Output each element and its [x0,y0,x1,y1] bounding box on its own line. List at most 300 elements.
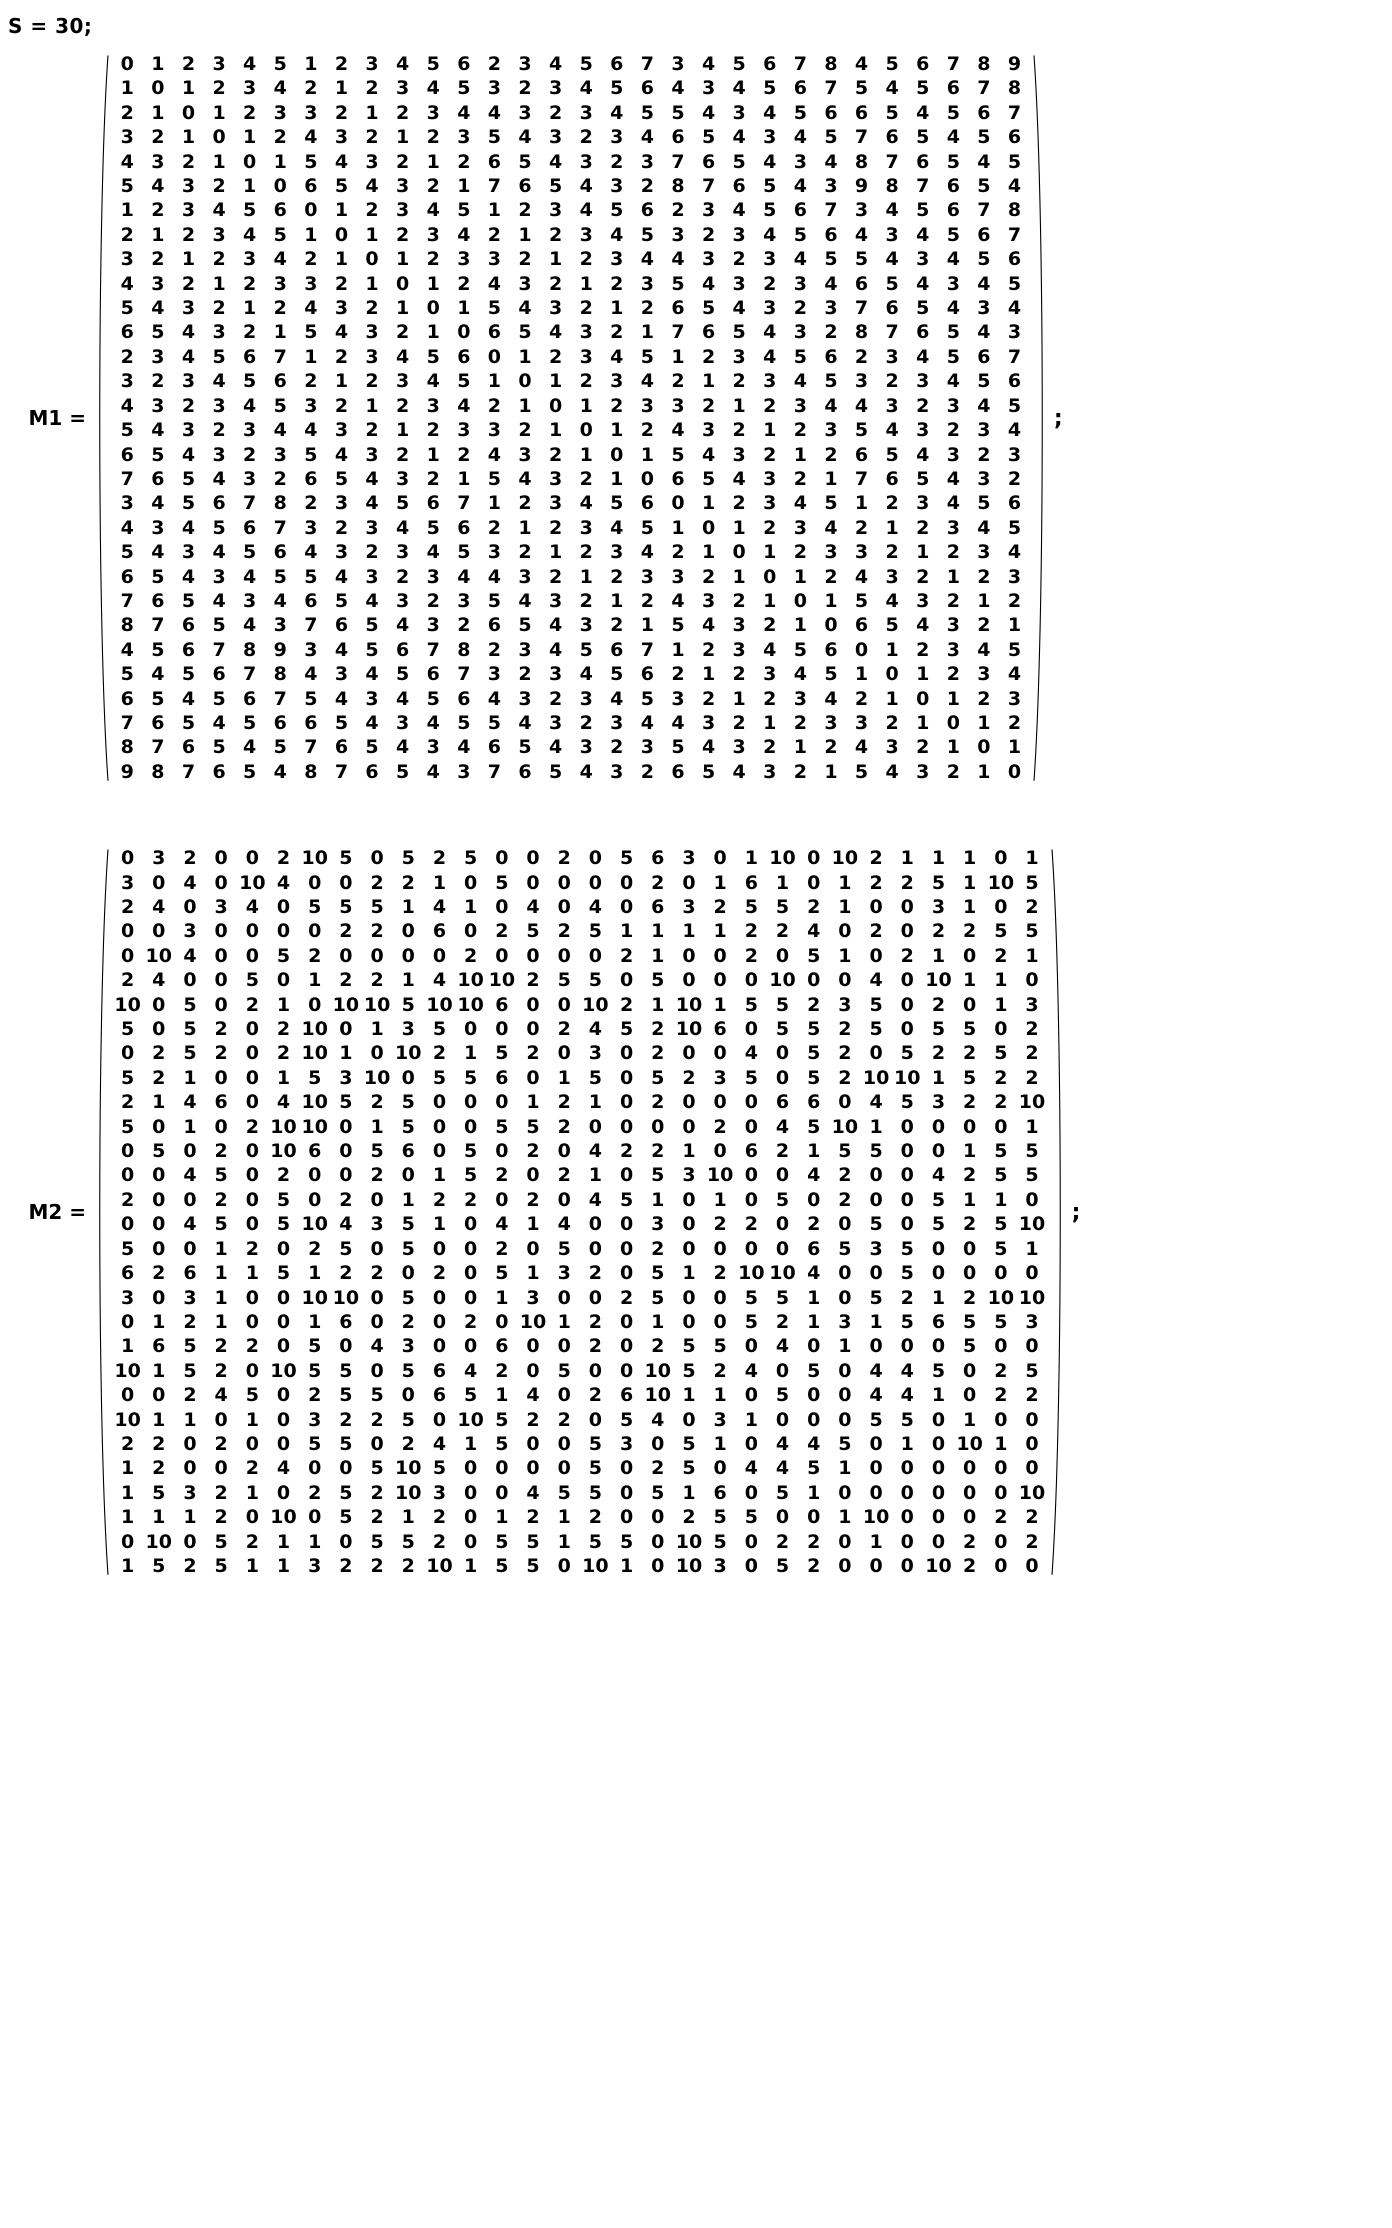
matrix-cell: 3 [610,541,624,564]
matrix-cell: 2 [807,1213,821,1236]
matrix-cell: 2 [824,321,838,344]
matrix-cell: 2 [183,847,197,870]
matrix-cell: 4 [273,760,287,783]
matrix-cell: 4 [151,492,165,515]
matrix-cell: 1 [457,467,471,490]
matrix-cell: 5 [273,394,287,417]
matrix-cell: 7 [120,711,134,734]
matrix-cell: 5 [276,1262,291,1285]
matrix-cell: 3 [243,467,257,490]
matrix-cell: 2 [640,175,654,198]
matrix-cell: 3 [401,1018,415,1041]
matrix-cell: 10 [925,1554,952,1577]
matrix-cell: 4 [339,1213,353,1236]
matrix-cell: 0 [651,1115,665,1138]
matrix-cell: 5 [701,760,716,783]
matrix-cell: 5 [946,150,960,173]
matrix-cell: 4 [946,370,960,393]
matrix-cell: 2 [396,223,410,246]
matrix-cell: 2 [120,1188,135,1211]
matrix-cell: 3 [548,297,563,320]
matrix-cell: 6 [457,516,471,539]
matrix-cell: 10 [363,1066,391,1089]
matrix-cell: 5 [370,1384,384,1407]
matrix-cell: 3 [426,736,440,759]
matrix-cell: 0 [120,1042,135,1065]
matrix-cell: 2 [370,871,384,894]
matrix-cell: 2 [682,1506,696,1529]
matrix-cell: 3 [518,687,532,710]
matrix-cell: 2 [838,1188,852,1211]
matrix-cell: 2 [651,1457,665,1480]
matrix-cell: 3 [579,101,593,124]
matrix-cell: 3 [610,126,624,149]
matrix-cell: 0 [432,944,447,967]
matrix-cell: 2 [518,199,532,222]
matrix-cell: 0 [245,1188,259,1211]
matrix-cell: 2 [339,920,353,943]
matrix-cell: 4 [744,1359,758,1382]
matrix-cell: 0 [744,1237,758,1260]
matrix-cell: 3 [181,297,196,320]
matrix-cell: 2 [807,1554,821,1577]
matrix-cell: 6 [304,711,318,734]
matrix-cell: 1 [304,345,318,368]
matrix-cell: 3 [763,370,777,393]
matrix-cell: 5 [464,847,478,870]
matrix-cell: 0 [946,711,960,734]
matrix-cell: 5 [181,589,196,612]
matrix-cell: 5 [120,175,134,198]
matrix-cell: 0 [744,1335,758,1358]
matrix-cell: 2 [619,1140,634,1163]
matrix-cell: 2 [396,101,410,124]
matrix-cell: 6 [432,1359,447,1382]
matrix-cell: 5 [807,1359,821,1382]
matrix-cell: 1 [619,1554,634,1577]
matrix-cell: 6 [824,223,838,246]
matrix-cell: 7 [671,150,685,173]
matrix-cell: 5 [931,1213,946,1236]
matrix-cell: 2 [963,1286,977,1309]
matrix-cell: 4 [775,1115,790,1138]
matrix-cell: 6 [885,467,899,490]
matrix-cell: 1 [838,1457,852,1480]
matrix-cell: 2 [557,1115,571,1138]
matrix-cell: 1 [963,1140,977,1163]
matrix-cell: 5 [807,1066,821,1089]
matrix-cell: 2 [640,419,654,442]
matrix-cell: 2 [370,1091,384,1114]
matrix-cell: 2 [732,370,746,393]
matrix-cell: 5 [885,272,899,295]
matrix-cell: 2 [824,443,838,466]
matrix-cell: 5 [900,1408,914,1431]
matrix-cell: 0 [931,1457,946,1480]
matrix-cell: 4 [854,223,869,246]
matrix-cell: 0 [900,920,914,943]
matrix-cell: 2 [994,1359,1008,1382]
matrix-cell: 5 [588,1457,603,1480]
matrix-cell: 6 [495,993,509,1016]
matrix-cell: 2 [334,516,349,539]
matrix-cell: 0 [732,541,746,564]
matrix-cell: 4 [946,248,960,271]
matrix-cell: 6 [916,150,930,173]
matrix-cell: 1 [183,1408,197,1431]
matrix-cell: 2 [365,541,379,564]
matrix-cell: 1 [807,1140,821,1163]
matrix-cell: 0 [212,126,226,149]
matrix-cell: 5 [701,297,716,320]
matrix-cell: 5 [304,443,318,466]
matrix-cell: 5 [838,1432,852,1455]
matrix-cell: 1 [120,199,134,222]
matrix-cell: 1 [963,1408,977,1431]
matrix-cell: 3 [426,223,440,246]
matrix-cell: 2 [308,1481,322,1504]
matrix-cell: 0 [807,1188,821,1211]
matrix-cell: 1 [682,920,696,943]
matrix-cell: 2 [977,565,991,588]
matrix-cell: 0 [464,1530,478,1553]
matrix-cell: 3 [977,467,991,490]
matrix-cell: 6 [151,711,165,734]
matrix-cell: 0 [464,1237,478,1260]
matrix-cell: 2 [885,492,899,515]
matrix-cell: 2 [701,345,716,368]
matrix-cell: 4 [151,663,165,686]
matrix-cell: 1 [807,1286,821,1309]
matrix-cell: 5 [432,1018,447,1041]
matrix-cell: 0 [526,847,540,870]
matrix-cell: 0 [396,272,410,295]
matrix-cell: 3 [610,175,624,198]
matrix-cell: 2 [152,1262,166,1285]
matrix-cell: 4 [181,565,196,588]
matrix-cell: 2 [548,516,563,539]
matrix-cell: 2 [120,345,134,368]
matrix-cell: 4 [763,101,777,124]
matrix-cell: 3 [916,589,930,612]
matrix-cell: 5 [885,443,899,466]
matrix-cell: 3 [304,394,318,417]
matrix-cell: 1 [946,687,960,710]
matrix-cell: 6 [212,663,226,686]
matrix-cell: 0 [885,663,899,686]
matrix-cell: 0 [963,1115,977,1138]
matrix-cell: 2 [365,370,379,393]
matrix-cell: 5 [775,1384,790,1407]
matrix-cell: 2 [339,1408,353,1431]
matrix-cell: 3 [426,394,440,417]
matrix-cell: 4 [487,101,502,124]
matrix-cell: 4 [120,272,134,295]
matrix-cell: 4 [885,77,899,100]
matrix-cell: 0 [900,1018,914,1041]
matrix-cell: 3 [946,394,960,417]
matrix-cell: 5 [1025,1359,1039,1382]
matrix-cell: 4 [793,663,807,686]
matrix-cell: 5 [963,1310,977,1333]
matrix-cell: 10 [675,1018,703,1041]
matrix-cell: 3 [885,394,899,417]
matrix-cell: 3 [763,248,777,271]
matrix-cell: 0 [619,1310,634,1333]
matrix-cell: 2 [701,223,716,246]
matrix-cell: 3 [916,370,930,393]
matrix-terminator-m2: ; [1071,1199,1081,1225]
matrix-cell: 5 [1025,920,1039,943]
matrix-cell: 4 [916,223,930,246]
right-paren-m2 [1050,842,1068,1582]
matrix-cell: 0 [432,1237,447,1260]
matrix-cell: 0 [994,1530,1008,1553]
matrix-cell: 1 [365,223,379,246]
matrix-cell: 4 [457,565,471,588]
matrix-cell: 1 [994,969,1008,992]
matrix-cell: 1 [963,896,977,918]
matrix-cell: 4 [396,53,410,75]
matrix-cell: 2 [548,101,563,124]
matrix-cell: 1 [396,419,410,442]
matrix-cell: 0 [183,1140,197,1163]
matrix-cell: 5 [401,1286,415,1309]
matrix-cell: 4 [432,969,447,992]
matrix-cell: 2 [243,321,257,344]
matrix-cell: 3 [640,565,654,588]
matrix-cell: 2 [370,1506,384,1529]
matrix-cell: 0 [588,1359,603,1382]
matrix-cell: 4 [151,419,165,442]
matrix-cell: 1 [610,419,624,442]
matrix-cell: 5 [775,896,790,918]
matrix-cell: 2 [276,1164,291,1187]
matrix-cell: 2 [183,1384,197,1407]
matrix-cell: 5 [713,1335,727,1358]
matrix-cell: 4 [744,1042,758,1065]
matrix-cell: 6 [671,760,685,783]
matrix-cell: 3 [183,1481,197,1504]
matrix-cell: 5 [212,614,226,637]
matrix-cell: 2 [1025,1384,1039,1407]
matrix-cell: 3 [308,1554,322,1577]
matrix-cell: 0 [838,1554,852,1577]
matrix-cell: 0 [120,944,135,967]
matrix-cell: 5 [640,223,654,246]
matrix-cell: 1 [243,297,257,320]
matrix-cell: 4 [334,638,349,661]
matrix-cell: 5 [487,589,502,612]
matrix-cell: 5 [276,1188,291,1211]
matrix-cell: 0 [214,1115,228,1138]
matrix-cell: 7 [701,175,716,198]
matrix-cell: 1 [152,1359,166,1382]
matrix-cell: 1 [701,541,716,564]
matrix-cell: 3 [334,297,349,320]
matrix-cell: 1 [273,150,287,173]
matrix-cell: 5 [396,760,410,783]
matrix-cell: 0 [994,1457,1008,1480]
matrix-cell: 0 [619,1457,634,1480]
matrix-cell: 1 [308,1530,322,1553]
matrix-cell: 6 [183,1262,197,1285]
matrix-cell: 4 [212,199,226,222]
matrix-cell: 5 [963,1018,977,1041]
matrix-cell: 2 [245,1237,259,1260]
matrix-cell: 4 [181,687,196,710]
matrix-cell: 7 [854,467,869,490]
matrix-cell: 5 [824,248,838,271]
matrix-cell: 5 [588,1530,603,1553]
matrix-cell: 5 [401,993,415,1016]
matrix-cell: 3 [396,175,410,198]
matrix-cell: 4 [610,687,624,710]
matrix-cell: 1 [854,492,869,515]
matrix-cell: 0 [900,1188,914,1211]
matrix-cell: 1 [994,993,1008,1016]
matrix-cell: 2 [744,920,758,943]
matrix-cell: 6 [1007,492,1022,515]
matrix-cell: 4 [640,711,654,734]
matrix-cell: 2 [963,1213,977,1236]
matrix-cell: 6 [339,1310,353,1333]
matrix-cell: 2 [1025,1018,1039,1041]
matrix-cell: 3 [365,345,379,368]
matrix-cell: 10 [332,1286,360,1309]
matrix-cell: 2 [579,711,593,734]
matrix-cell: 3 [701,77,716,100]
matrix-cell: 2 [854,345,869,368]
matrix-cell: 0 [869,1432,883,1455]
matrix-cell: 0 [308,1188,322,1211]
matrix-cell: 6 [916,53,930,75]
matrix-cell: 0 [464,1506,478,1529]
matrix-cell: 4 [916,345,930,368]
matrix-cell: 0 [120,1384,135,1407]
matrix-cell: 1 [370,1115,384,1138]
matrix-cell: 4 [426,77,440,100]
matrix-cell: 5 [304,565,318,588]
matrix-cell: 2 [732,589,746,612]
matrix-cell: 2 [548,345,563,368]
matrix-cell: 2 [401,871,415,894]
matrix-cell: 2 [682,1066,696,1089]
matrix-cell: 2 [120,969,135,992]
matrix-cell: 3 [396,370,410,393]
matrix-cell: 0 [432,1335,447,1358]
matrix-cell: 0 [807,847,821,870]
matrix-cell: 5 [619,1188,634,1211]
right-paren-m1 [1032,48,1050,788]
matrix-cell: 3 [732,736,746,759]
matrix-cell: 4 [824,272,838,295]
matrix-cell: 3 [243,248,257,271]
matrix-cell: 4 [181,321,196,344]
matrix-cell: 4 [885,419,899,442]
matrix-cell: 5 [869,1140,883,1163]
matrix-cell: 2 [518,492,532,515]
matrix-cell: 4 [775,1335,790,1358]
matrix-cell: 2 [183,1310,197,1333]
matrix-cell: 1 [548,419,563,442]
matrix-cell: 3 [793,516,807,539]
matrix-cell: 1 [1025,847,1039,870]
matrix-cell: 1 [651,920,665,943]
matrix-cell: 1 [152,1506,166,1529]
matrix-cell: 3 [214,896,228,918]
matrix-cell: 5 [713,1530,727,1553]
matrix-cell: 5 [495,1115,509,1138]
matrix-cell: 5 [401,1091,415,1114]
matrix-cell: 2 [457,443,471,466]
matrix-cell: 1 [276,1066,291,1089]
matrix-cell: 0 [682,944,696,967]
matrix-cell: 1 [151,101,165,124]
matrix-cell: 3 [1025,993,1039,1016]
matrix-cell: 10 [1018,1481,1046,1504]
matrix-cell: 3 [365,687,379,710]
matrix-cell: 3 [401,1335,415,1358]
matrix-cell: 3 [181,370,196,393]
matrix-cell: 5 [744,1066,758,1089]
matrix-cell: 4 [183,1091,197,1114]
matrix-cell: 1 [838,944,852,967]
matrix-cell: 5 [610,492,624,515]
matrix-cell: 0 [557,1384,571,1407]
matrix-cell: 10 [675,1554,703,1577]
matrix-cell: 2 [457,272,471,295]
matrix-cell: 9 [120,760,134,783]
matrix-cell: 2 [526,1042,540,1065]
matrix-cell: 6 [181,614,196,637]
matrix-cell: 4 [304,297,318,320]
matrix-cell: 0 [931,1432,946,1455]
matrix-cell: 0 [557,896,571,918]
matrix-cell: 6 [152,1335,166,1358]
matrix-cell: 0 [183,1188,197,1211]
matrix-cell: 1 [994,1432,1008,1455]
matrix-cell: 0 [619,1237,634,1260]
matrix-cell: 2 [214,1506,228,1529]
matrix-cell: 4 [370,1335,384,1358]
matrix-cell: 2 [304,248,318,271]
matrix-cell: 0 [276,920,291,943]
matrix-cell: 6 [396,638,410,661]
matrix-cell: 3 [946,443,960,466]
matrix-cell: 0 [869,1335,883,1358]
matrix-cell: 5 [916,77,930,100]
matrix-cell: 0 [152,1188,166,1211]
matrix-cell: 0 [495,1310,509,1333]
matrix-cell: 0 [245,1164,259,1187]
matrix-cell: 5 [588,1481,603,1504]
matrix-cell: 2 [671,663,685,686]
matrix-cell: 5 [946,223,960,246]
matrix-cell: 3 [334,419,349,442]
matrix-cell: 2 [308,1384,322,1407]
matrix-cell: 2 [432,1506,447,1529]
matrix-cell: 6 [334,614,349,637]
matrix-cell: 0 [619,1262,634,1285]
matrix-cell: 0 [854,638,869,661]
matrix-cell: 3 [304,101,318,124]
matrix-cell: 5 [557,1481,571,1504]
matrix-cell: 1 [763,541,777,564]
matrix-cell: 5 [854,419,869,442]
matrix-cell: 2 [396,321,410,344]
matrix-cell: 2 [854,687,869,710]
